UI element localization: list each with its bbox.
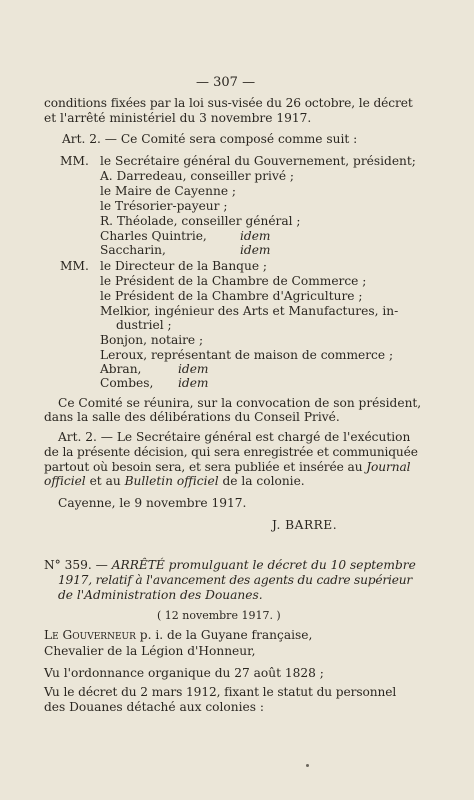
committee-member: Melkior, ingénieur des Arts et Manufactures, in- <box>100 304 399 318</box>
member-name: Charles Quintrie, <box>100 229 207 243</box>
idem-label: idem <box>240 229 271 243</box>
committee-member <box>100 376 208 390</box>
text-line: Ce Comité se réunira, sur la convocation de son président, <box>58 396 422 410</box>
member-name: Abran, <box>100 362 142 376</box>
member-name: Saccharin, <box>100 243 166 257</box>
text-line: de la présente décision, qui sera enregistrée et communiquée <box>44 445 418 459</box>
text-line <box>44 460 410 474</box>
governor-line <box>44 628 312 642</box>
committee-member: Bonjon, notaire ; <box>100 333 204 347</box>
committee-member: dustriel ; <box>116 318 172 332</box>
committee-member: le Directeur de la Banque ; <box>100 259 268 273</box>
text-span: p. i. de la Guyane française, <box>135 628 313 642</box>
text-span: partout où besoin sera, et sera publiée et insérée au <box>44 460 363 474</box>
decree-date: ( 12 novembre 1917. ) <box>157 609 281 622</box>
committee-member: le Maire de Cayenne ; <box>100 184 237 198</box>
decree-number: N° 359. — <box>44 558 112 572</box>
text-line: Art. 2. — Le Secrétaire général est chargé de l'exécution <box>58 430 411 444</box>
mm-label: MM. <box>60 154 89 168</box>
idem-label: idem <box>240 243 271 257</box>
committee-member <box>100 362 208 376</box>
signature: J. BARRE. <box>272 518 338 532</box>
text-line: conditions fixées par la loi sus-visée du 26 octobre, le décret <box>44 96 413 110</box>
text-line: Chevalier de la Légion d'Honneur, <box>44 644 256 658</box>
committee-member: A. Darredeau, conseiller privé ; <box>100 169 295 183</box>
journal-title: Journal <box>366 460 411 474</box>
decree-title-line: de l'Administration des Douanes. <box>58 588 263 602</box>
governor-title: Le Gouverneur <box>44 628 136 642</box>
member-name: Combes, <box>100 376 154 390</box>
text-line: et l'arrêté ministériel du 3 novembre 1917. <box>44 111 312 125</box>
committee-member: Leroux, représentant de maison de commerce ; <box>100 348 394 362</box>
page-number: — 307 — <box>196 75 256 90</box>
idem-label: idem <box>178 362 209 376</box>
idem-label: idem <box>178 376 209 390</box>
committee-member <box>100 229 270 243</box>
mm-label: MM. <box>60 259 89 273</box>
text-span: de la colonie. <box>218 474 305 488</box>
page-mark <box>306 764 309 767</box>
journal-title: officiel <box>44 474 86 488</box>
date-line: Cayenne, le 9 novembre 1917. <box>58 496 247 510</box>
article-2-heading: Art. 2. — Ce Comité sera composé comme suit : <box>62 132 358 146</box>
committee-member <box>100 243 270 257</box>
committee-member: le Secrétaire général du Gouvernement, président; <box>100 154 416 168</box>
committee-member: le Président de la Chambre d'Agriculture ; <box>100 289 363 303</box>
decree-title-line: 1917, relatif à l'avancement des agents du cadre supérieur <box>58 573 412 587</box>
text-line: Vu le décret du 2 mars 1912, fixant le statut du personnel <box>44 685 397 699</box>
text-line: Vu l'ordonnance organique du 27 août 1828 ; <box>44 666 324 680</box>
decree-title: ARRÊTÉ promulguant le décret du 10 septembre <box>111 558 416 572</box>
committee-member: le Président de la Chambre de Commerce ; <box>100 274 367 288</box>
text-span: et au <box>85 474 125 488</box>
committee-member: le Trésorier-payeur ; <box>100 199 228 213</box>
decree-heading <box>44 558 416 572</box>
bulletin-title: Bulletin officiel <box>124 474 219 488</box>
text-line <box>44 474 305 488</box>
text-line: des Douanes détaché aux colonies : <box>44 700 264 714</box>
committee-member: R. Théolade, conseiller général ; <box>100 214 301 228</box>
text-line: dans la salle des délibérations du Conseil Privé. <box>44 410 340 424</box>
